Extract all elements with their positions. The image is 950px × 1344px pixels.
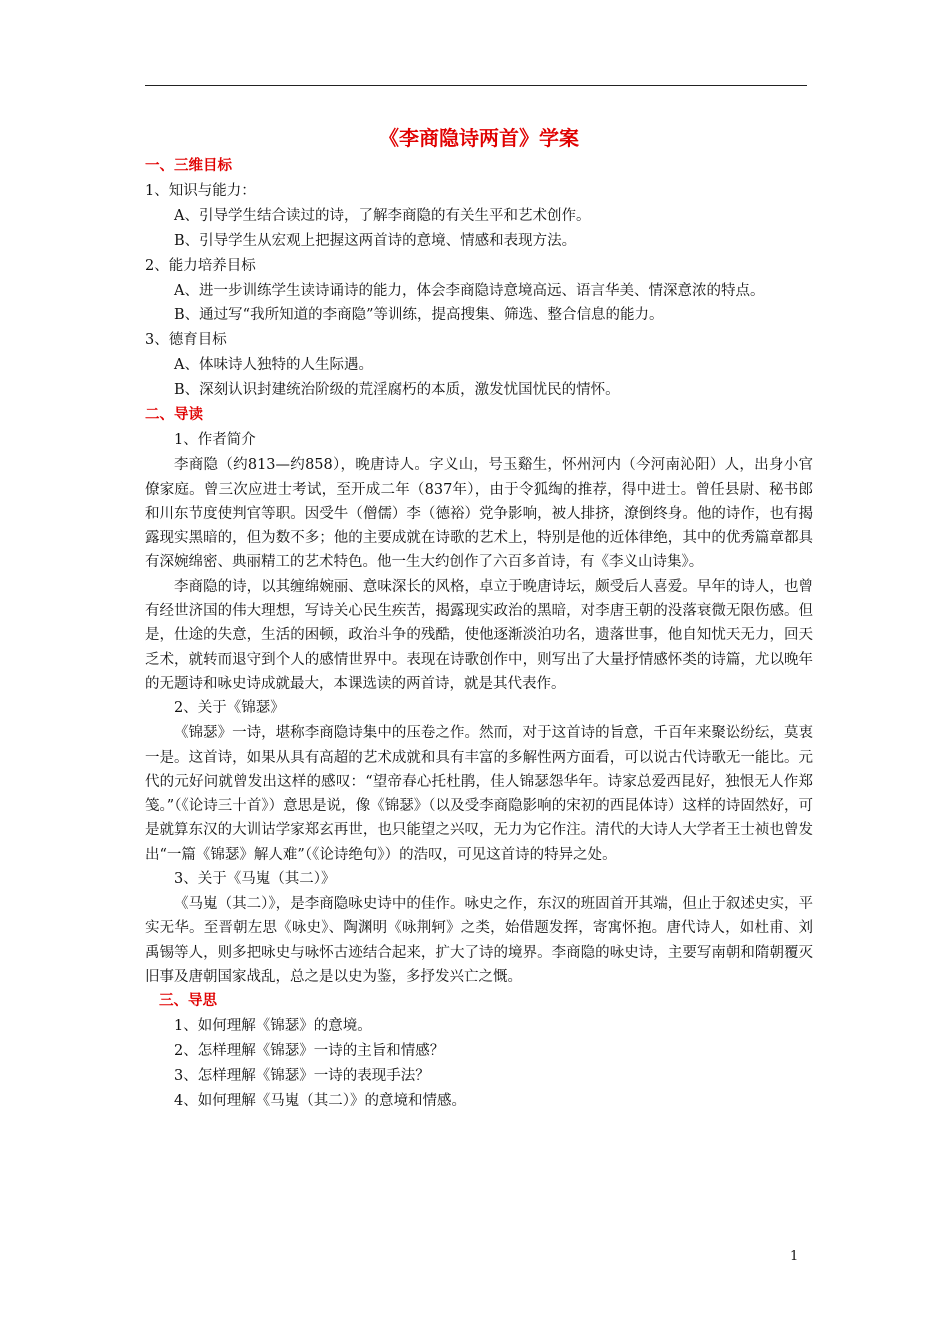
section-heading-reading: 二、导读	[145, 407, 203, 424]
author-label: 1、作者简介	[174, 432, 256, 449]
author-paragraph-1: 李商隐（约813—约858），晚唐诗人。字义山，号玉谿生，怀州河内（今河南沁阳）人，出身小官僚家庭。曾三次应进士考试，至开成二年（837年），由于令狐绹的推荐，得中进士。曾任县尉、秘书郎和川东节度使判官等职。因受牛（僧儒）李（德裕）党争影响，被人排挤，潦倒终身。他的诗作，也有揭露现实黑暗的，但为数不多；他的主要成就在诗歌的艺术上，特别是他的近体律绝，其中的优秀篇章都具有深婉绵密、典丽精工的艺术特色。他一生大约创作了六百多首诗，有《李义山诗集》。	[145, 457, 813, 571]
ability-item-b: B、通过写“我所知道的李商隐”等训练，提高搜集、筛选、整合信息的能力。	[174, 307, 664, 324]
document-body	[145, 124, 813, 1114]
section-heading-goals: 一、三维目标	[145, 158, 232, 174]
knowledge-item-a: A、引导学生结合读过的诗，了解李商隐的有关生平和艺术创作。	[174, 208, 591, 224]
jinse-paragraph: 《锦瑟》一诗，堪称李商隐诗集中的压卷之作。然而，对于这首诗的旨意，千百年来聚讼纷纭，莫衷一是。这首诗，如果从具有高超的艺术成就和具有丰富的多解性两方面看，可以说古代诗歌无一能比。元代的元好问就曾发出这样的感叹：“望帝春心托杜鹃，佳人锦瑟怨华年。诗家总爱西昆好，独恨无人作郑笺。”（《论诗三十首》）意思是说，像《锦瑟》（以及受李商隐影响的宋初的西昆体诗）这样的诗固然好，可是就算东汉的大训诂学家郑玄再世，也只能望之兴叹，无力为它作注。清代的大诗人大学者王士祯也曾发出“一篇《锦瑟》解人难”（《论诗绝句》）的浩叹，可见这首诗的特异之处。	[145, 725, 813, 863]
ability-item-a: A、进一步训练学生读诗诵诗的能力，体会李商隐诗意境高远、语言华美、情深意浓的特点。	[174, 283, 765, 299]
page-number: 1	[790, 1249, 799, 1264]
header-rule	[145, 85, 807, 86]
question-2: 2、怎样理解《锦瑟》一诗的主旨和情感？	[174, 1043, 445, 1060]
moral-item-b: B、深刻认识封建统治阶级的荒淫腐朽的本质，激发忧国忧民的情怀。	[174, 382, 620, 399]
document-title: 《李商隐诗两首》学案	[379, 126, 579, 150]
mawei-label: 3、关于《马嵬（其二）》	[174, 871, 336, 888]
ability-label: 2、能力培养目标	[145, 258, 256, 274]
knowledge-item-b: B、引导学生从宏观上把握这两首诗的意境、情感和表现方法。	[174, 233, 577, 249]
moral-label: 3、德育目标	[145, 332, 227, 349]
question-1: 1、如何理解《锦瑟》的意境。	[174, 1018, 372, 1035]
moral-item-a: A、体味诗人独特的人生际遇。	[174, 357, 373, 374]
jinse-label: 2、关于《锦瑟》	[174, 700, 285, 717]
question-3: 3、怎样理解《锦瑟》一诗的表现手法？	[174, 1068, 430, 1085]
section-heading-thinking: 三、导思	[159, 993, 217, 1010]
mawei-paragraph: 《马嵬（其二）》，是李商隐咏史诗中的佳作。咏史之作，东汉的班固首开其端，但止于叙述史实，平实无华。至晋朝左思《咏史》、陶渊明《咏荆轲》之类，始借题发挥，寄寓怀抱。唐代诗人，如杜甫、刘禹锡等人，则多把咏史与咏怀古迹结合起来，扩大了诗的境界。李商隐的咏史诗，主要写南朝和隋朝覆灭旧事及唐朝国家战乱，总之是以史为鉴，多抒发兴亡之慨。	[145, 896, 813, 985]
knowledge-label: 1、知识与能力：	[145, 183, 256, 199]
author-paragraph-2: 李商隐的诗，以其缠绵婉丽、意味深长的风格，卓立于晚唐诗坛，颇受后人喜爱。早年的诗人，也曾有经世济国的伟大理想，写诗关心民生疾苦，揭露现实政治的黑暗，对李唐王朝的没落衰微无限伤感。但是，仕途的失意，生活的困顿，政治斗争的残酷，使他逐渐淡泊功名，遗落世事，他自知忧天无力，回天乏术，就转而退守到个人的感情世界中。表现在诗歌创作中，则写出了大量抒情感怀类的诗篇，尤以晚年的无题诗和咏史诗成就最大，本课选读的两首诗，就是其代表作。	[145, 578, 813, 692]
question-4: 4、如何理解《马嵬（其二）》的意境和情感。	[174, 1093, 466, 1110]
